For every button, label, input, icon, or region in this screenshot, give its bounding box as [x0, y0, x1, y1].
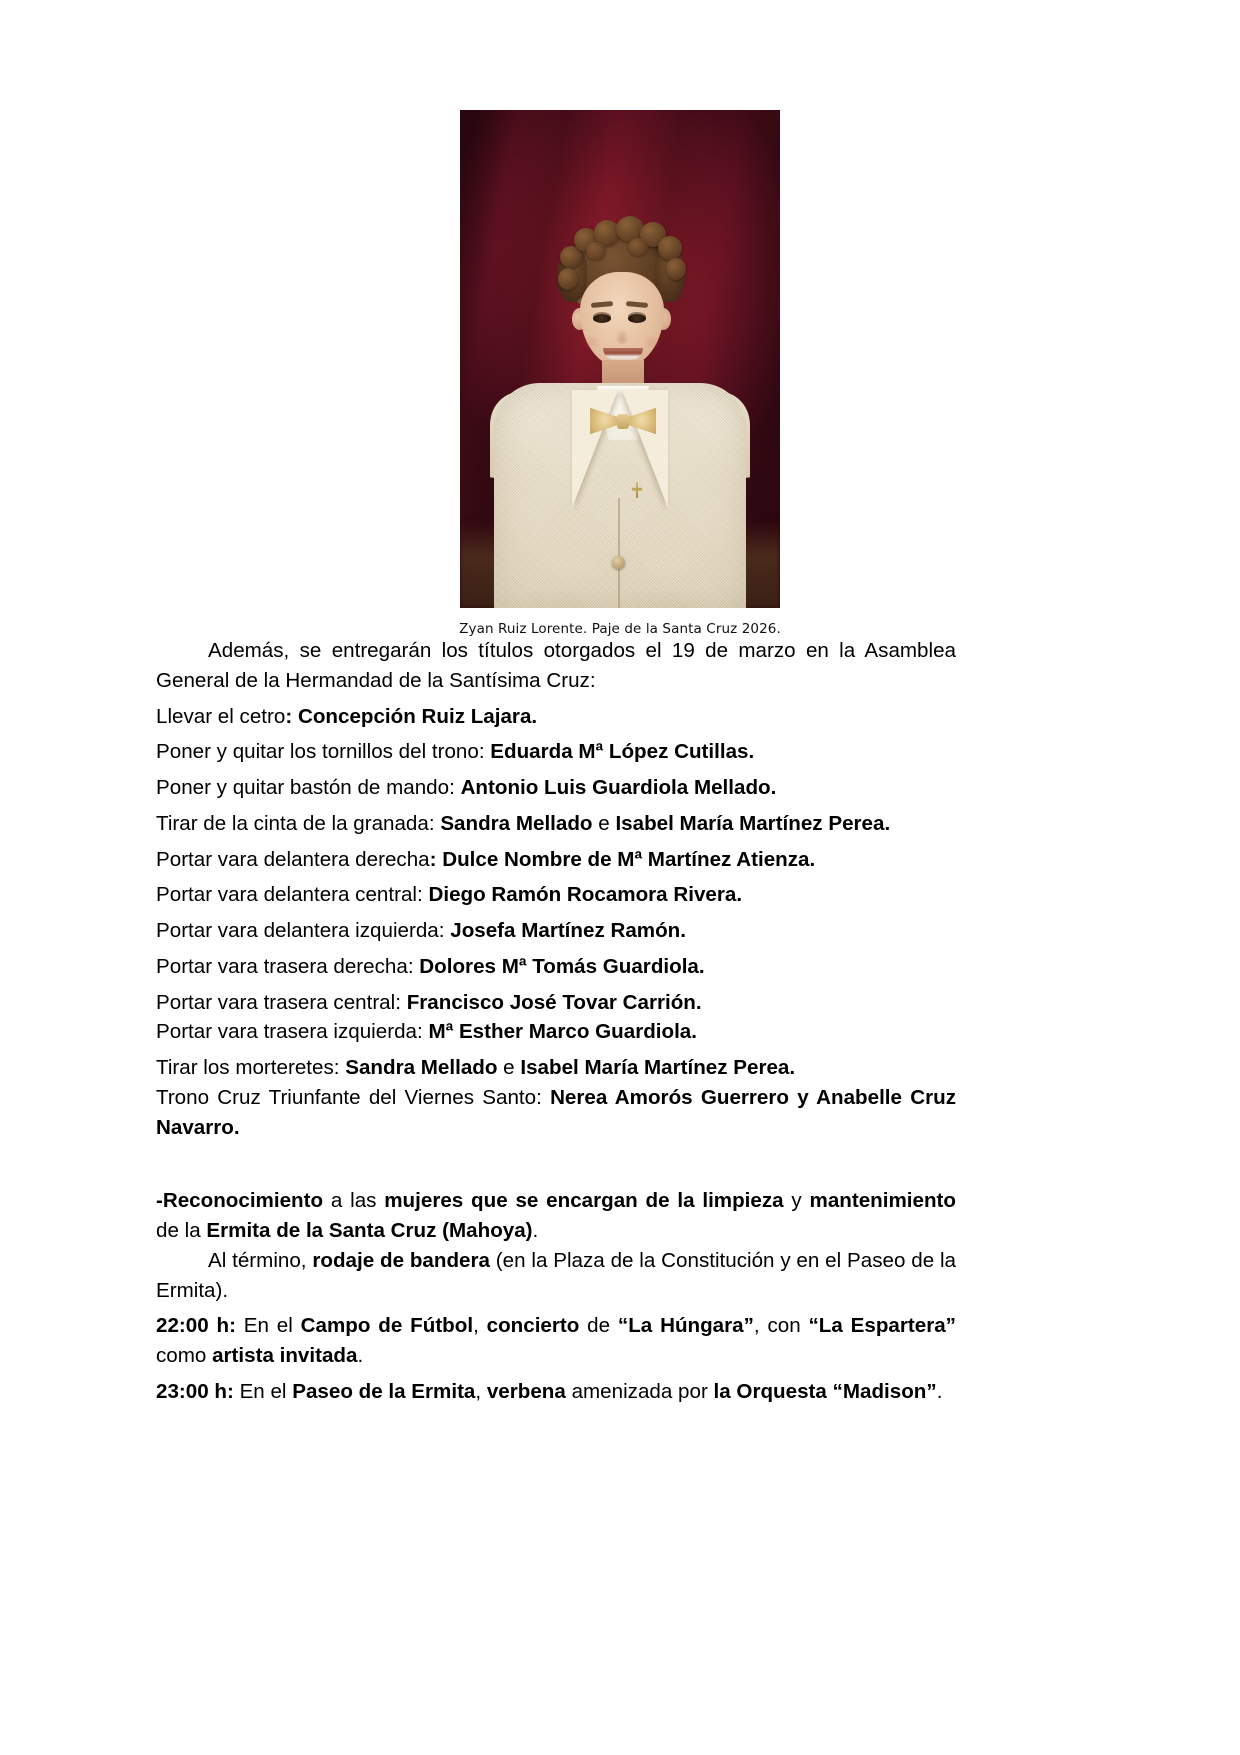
- photo-caption: Zyan Ruiz Lorente. Paje de la Santa Cruz 2026.: [459, 621, 781, 637]
- photo-block: [0, 0, 1240, 637]
- recognition-dash-label: -Reconocimiento: [156, 1189, 324, 1213]
- event-venue: Paseo de la Ermita: [292, 1379, 476, 1403]
- conjunction: e: [503, 1056, 515, 1079]
- eye-right: [628, 314, 646, 323]
- role-colon: :: [395, 990, 401, 1014]
- role-label: Tirar de la cinta de la granada: [156, 811, 429, 835]
- event-kind: verbena: [486, 1379, 566, 1403]
- recognition-bold-3: Ermita de la Santa Cruz (Mahoya): [206, 1219, 533, 1242]
- bow-tie: [590, 406, 656, 436]
- role-colon: :: [428, 811, 435, 835]
- title-row-vara-delantera-central: [156, 880, 956, 910]
- role-label: Portar vara trasera izquierda: [156, 1020, 417, 1044]
- intro-paragraph: Además, se entregarán los títulos otorgados el 19 de marzo en la Asamblea General de la Hermandad de la Santísima Cruz:: [156, 639, 956, 692]
- role-label: Portar vara trasera derecha: [156, 954, 408, 978]
- title-row-cinta-granada: [156, 809, 956, 839]
- assignee-name-2: Isabel María Martínez Perea.: [520, 1056, 796, 1079]
- recognition-paragraph: [156, 1186, 956, 1246]
- role-colon: :: [536, 1085, 542, 1109]
- assignee-name-2: Isabel María Martínez Perea.: [615, 811, 891, 835]
- event-text-2: ,: [473, 1314, 487, 1338]
- assignee-name: Antonio Luis Guardiola Mellado.: [460, 776, 777, 799]
- title-row-baston-mando: [156, 773, 956, 803]
- event-guest-role: artista invitada: [212, 1344, 358, 1367]
- event-text-2: ,: [475, 1379, 487, 1403]
- event-text-4: , con: [753, 1314, 809, 1338]
- recognition-bold-2: mantenimiento: [809, 1189, 956, 1213]
- title-row-vara-trasera-derecha: [156, 952, 956, 982]
- role-colon: :: [429, 847, 437, 871]
- assignee-name: Diego Ramón Rocamora Rivera.: [428, 883, 743, 907]
- cheek-left: [582, 336, 602, 348]
- event-guest-artist: “La Espartera”: [808, 1314, 956, 1338]
- recognition-text-2: y: [783, 1189, 810, 1213]
- event-text-3: de: [579, 1314, 618, 1338]
- role-colon: :: [417, 883, 423, 907]
- assignee-name: Francisco José Tovar Carrión.: [406, 990, 702, 1014]
- recognition-text-4: .: [532, 1219, 539, 1242]
- assignee-name: Mª Esther Marco Guardiola.: [428, 1020, 697, 1044]
- flag-paragraph: [156, 1246, 956, 1306]
- role-label: Tirar los morteretes: [156, 1056, 334, 1079]
- body-text: [156, 636, 956, 1407]
- event-text-6: .: [357, 1344, 364, 1367]
- event-time: 23:00 h:: [156, 1379, 234, 1403]
- title-row-tornillos-trono: [156, 737, 956, 767]
- role-label: Portar vara delantera central: [156, 883, 417, 907]
- smile: [603, 348, 643, 360]
- portrait-photo: [460, 110, 780, 608]
- jacket-button: [612, 556, 625, 569]
- nose: [615, 328, 629, 344]
- role-colon: :: [449, 776, 455, 799]
- jacket-placket: [618, 498, 620, 608]
- assignee-name: Dulce Nombre de Mª Martínez Atienza.: [442, 847, 816, 871]
- event-text-1: En el: [233, 1379, 293, 1403]
- recognition-bold-1: mujeres que se encargan de la limpieza: [384, 1189, 784, 1213]
- role-colon: :: [407, 954, 414, 978]
- recognition-text-3: de la: [156, 1219, 207, 1242]
- flag-text-1: Al término,: [208, 1248, 313, 1272]
- recognition-text-1: a las: [323, 1189, 385, 1213]
- event-text-1: En el: [235, 1314, 301, 1338]
- flag-text-2: (en la Plaza de la Constitución y en el Paseo de la Ermita).: [156, 1248, 956, 1302]
- role-colon: :: [285, 704, 293, 728]
- event-kind: concierto: [486, 1314, 580, 1338]
- title-row-vara-delantera-derecha: [156, 845, 956, 875]
- conjunction: e: [598, 811, 610, 835]
- portrait-subject: [460, 178, 780, 608]
- assignee-name: Concepción Ruiz Lajara.: [297, 704, 538, 728]
- role-colon: :: [333, 1056, 340, 1079]
- assignee-name: Nerea Amorós Guerrero y Anabelle Cruz Navarro.: [156, 1085, 956, 1139]
- event-2200: [156, 1311, 956, 1371]
- event-text-4: .: [936, 1379, 943, 1403]
- role-label: Trono Cruz Triunfante del Viernes Santo: [156, 1085, 537, 1109]
- role-colon: :: [478, 740, 485, 764]
- title-row-vara-delantera-izquierda: [156, 916, 956, 946]
- title-row-trono-cruz-triunfante: [156, 1083, 956, 1143]
- event-orchestra: la Orquesta “Madison”: [713, 1379, 937, 1403]
- role-label: Llevar el cetro: [156, 704, 286, 728]
- eye-left: [593, 314, 611, 323]
- role-colon: :: [438, 919, 445, 942]
- assignee-name: Josefa Martínez Ramón.: [450, 919, 686, 942]
- assignee-name: Sandra Mellado: [440, 811, 593, 835]
- role-label: Portar vara delantera izquierda: [156, 919, 439, 942]
- title-row-llevar-cetro: [156, 702, 956, 732]
- assignee-name: Eduarda Mª López Cutillas.: [490, 740, 755, 764]
- role-label: Portar vara trasera central: [156, 990, 396, 1014]
- event-time: 22:00 h:: [156, 1314, 236, 1338]
- role-colon: :: [416, 1020, 423, 1044]
- title-row-vara-trasera-izquierda: [156, 1017, 956, 1047]
- event-artist: “La Húngara”: [617, 1314, 754, 1338]
- role-label: Poner y quitar bastón de mando: [156, 776, 450, 799]
- role-label: Poner y quitar los tornillos del trono: [156, 740, 479, 764]
- event-venue: Campo de Fútbol: [300, 1314, 474, 1338]
- title-row-vara-trasera-central: [156, 988, 956, 1018]
- event-text-5: como: [156, 1344, 213, 1367]
- event-text-3: amenizada por: [565, 1379, 714, 1403]
- role-label: Portar vara delantera derecha: [156, 847, 430, 871]
- flag-bold-1: rodaje de bandera: [312, 1248, 490, 1272]
- assignee-name: Sandra Mellado: [345, 1056, 498, 1079]
- cheek-right: [642, 336, 662, 348]
- title-row-morteretes: [156, 1053, 956, 1083]
- assignee-name: Dolores Mª Tomás Guardiola.: [419, 954, 705, 978]
- event-2300: [156, 1377, 956, 1407]
